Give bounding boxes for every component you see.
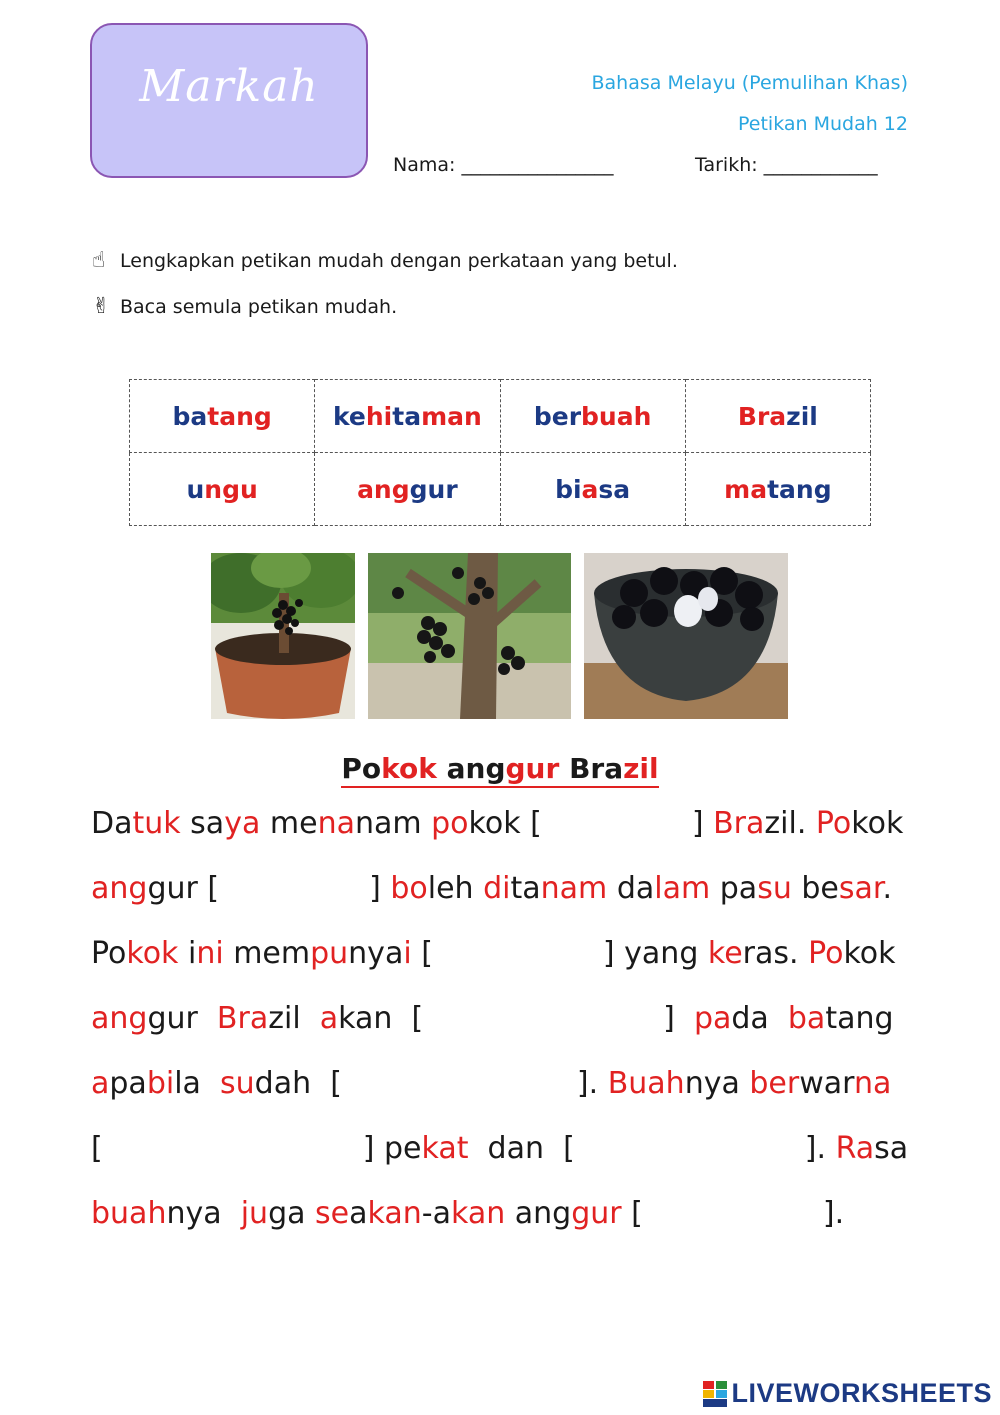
- passage-line-text: buahnya juga seakan-akan anggur [ ].: [91, 1196, 845, 1231]
- word-biasa: biasa: [555, 474, 631, 504]
- markah-label: Markah: [139, 61, 319, 112]
- passage-line-text: anggur [ ] boleh ditanam dalam pasu besar.: [91, 871, 893, 906]
- instruction-1-text: Lengkapkan petikan mudah dengan perkataan yang betul.: [120, 249, 678, 272]
- passage-line-text: [ ] pekat dan [ ]. Rasa: [91, 1131, 909, 1166]
- victory-hand-icon: ✌: [92, 294, 111, 319]
- photo-fruit-bowl: [584, 553, 788, 719]
- pointing-hand-icon: ☝: [92, 248, 106, 273]
- nama-field[interactable]: Nama: ________________: [393, 154, 614, 176]
- instruction-2-text: Baca semula petikan mudah.: [120, 295, 398, 318]
- worksheet-title: Petikan Mudah 12: [738, 113, 908, 135]
- photo-potted-jaboticaba: [211, 553, 355, 719]
- passage-line-text: Pokok ini mempunyai [ ] yang keras. Pokok: [91, 936, 896, 971]
- passage-line-text: Datuk saya menanam pokok [ ] Brazil. Pokok: [91, 806, 904, 841]
- word-batang: batang: [172, 401, 272, 431]
- subject-title: Bahasa Melayu (Pemulihan Khas): [591, 72, 908, 94]
- word-ungu: ungu: [186, 474, 258, 504]
- passage-line-4: [91, 1001, 908, 1036]
- word-bank: [129, 379, 871, 526]
- word-bank-cell[interactable]: [500, 453, 685, 526]
- instruction-2: [92, 294, 397, 319]
- word-anggur: anggur: [357, 474, 458, 504]
- word-bank-cell[interactable]: [130, 453, 315, 526]
- word-bank-cell[interactable]: [685, 380, 870, 453]
- word-bank-cell[interactable]: [315, 453, 500, 526]
- word-bank-cell[interactable]: [315, 380, 500, 453]
- liveworksheets-logo: [703, 1378, 992, 1409]
- word-kehitaman: kehitaman: [332, 401, 482, 431]
- passage-line-2: [91, 871, 908, 906]
- tarikh-field[interactable]: Tarikh: ____________: [695, 154, 878, 176]
- markah-box: [90, 23, 368, 178]
- photo-tree-trunk-fruit: [368, 553, 571, 719]
- passage-line-3: [91, 936, 908, 971]
- word-bank-cell[interactable]: [685, 453, 870, 526]
- instruction-1: [92, 248, 678, 273]
- passage-title-text: Pokok anggur Brazil: [341, 752, 658, 788]
- passage-line-7: [91, 1196, 866, 1231]
- liveworksheets-logo-icon: [703, 1381, 727, 1407]
- passage-line-text: apabila sudah [ ]. Buahnya berwarna: [91, 1066, 892, 1101]
- passage-line-1: [91, 806, 908, 841]
- word-berbuah: berbuah: [533, 401, 652, 431]
- liveworksheets-brand: LIVEWORKSHEETS: [731, 1378, 992, 1408]
- word-bank-cell[interactable]: [130, 380, 315, 453]
- word-bank-cell[interactable]: [500, 380, 685, 453]
- word-matang: matang: [724, 474, 832, 504]
- passage-line-text: anggur Brazil akan [ ] pada batang: [91, 1001, 894, 1036]
- passage-line-5: [91, 1066, 908, 1101]
- word-brazil: Brazil: [737, 401, 818, 431]
- passage-title: [0, 752, 1000, 785]
- passage-line-6: [91, 1131, 908, 1166]
